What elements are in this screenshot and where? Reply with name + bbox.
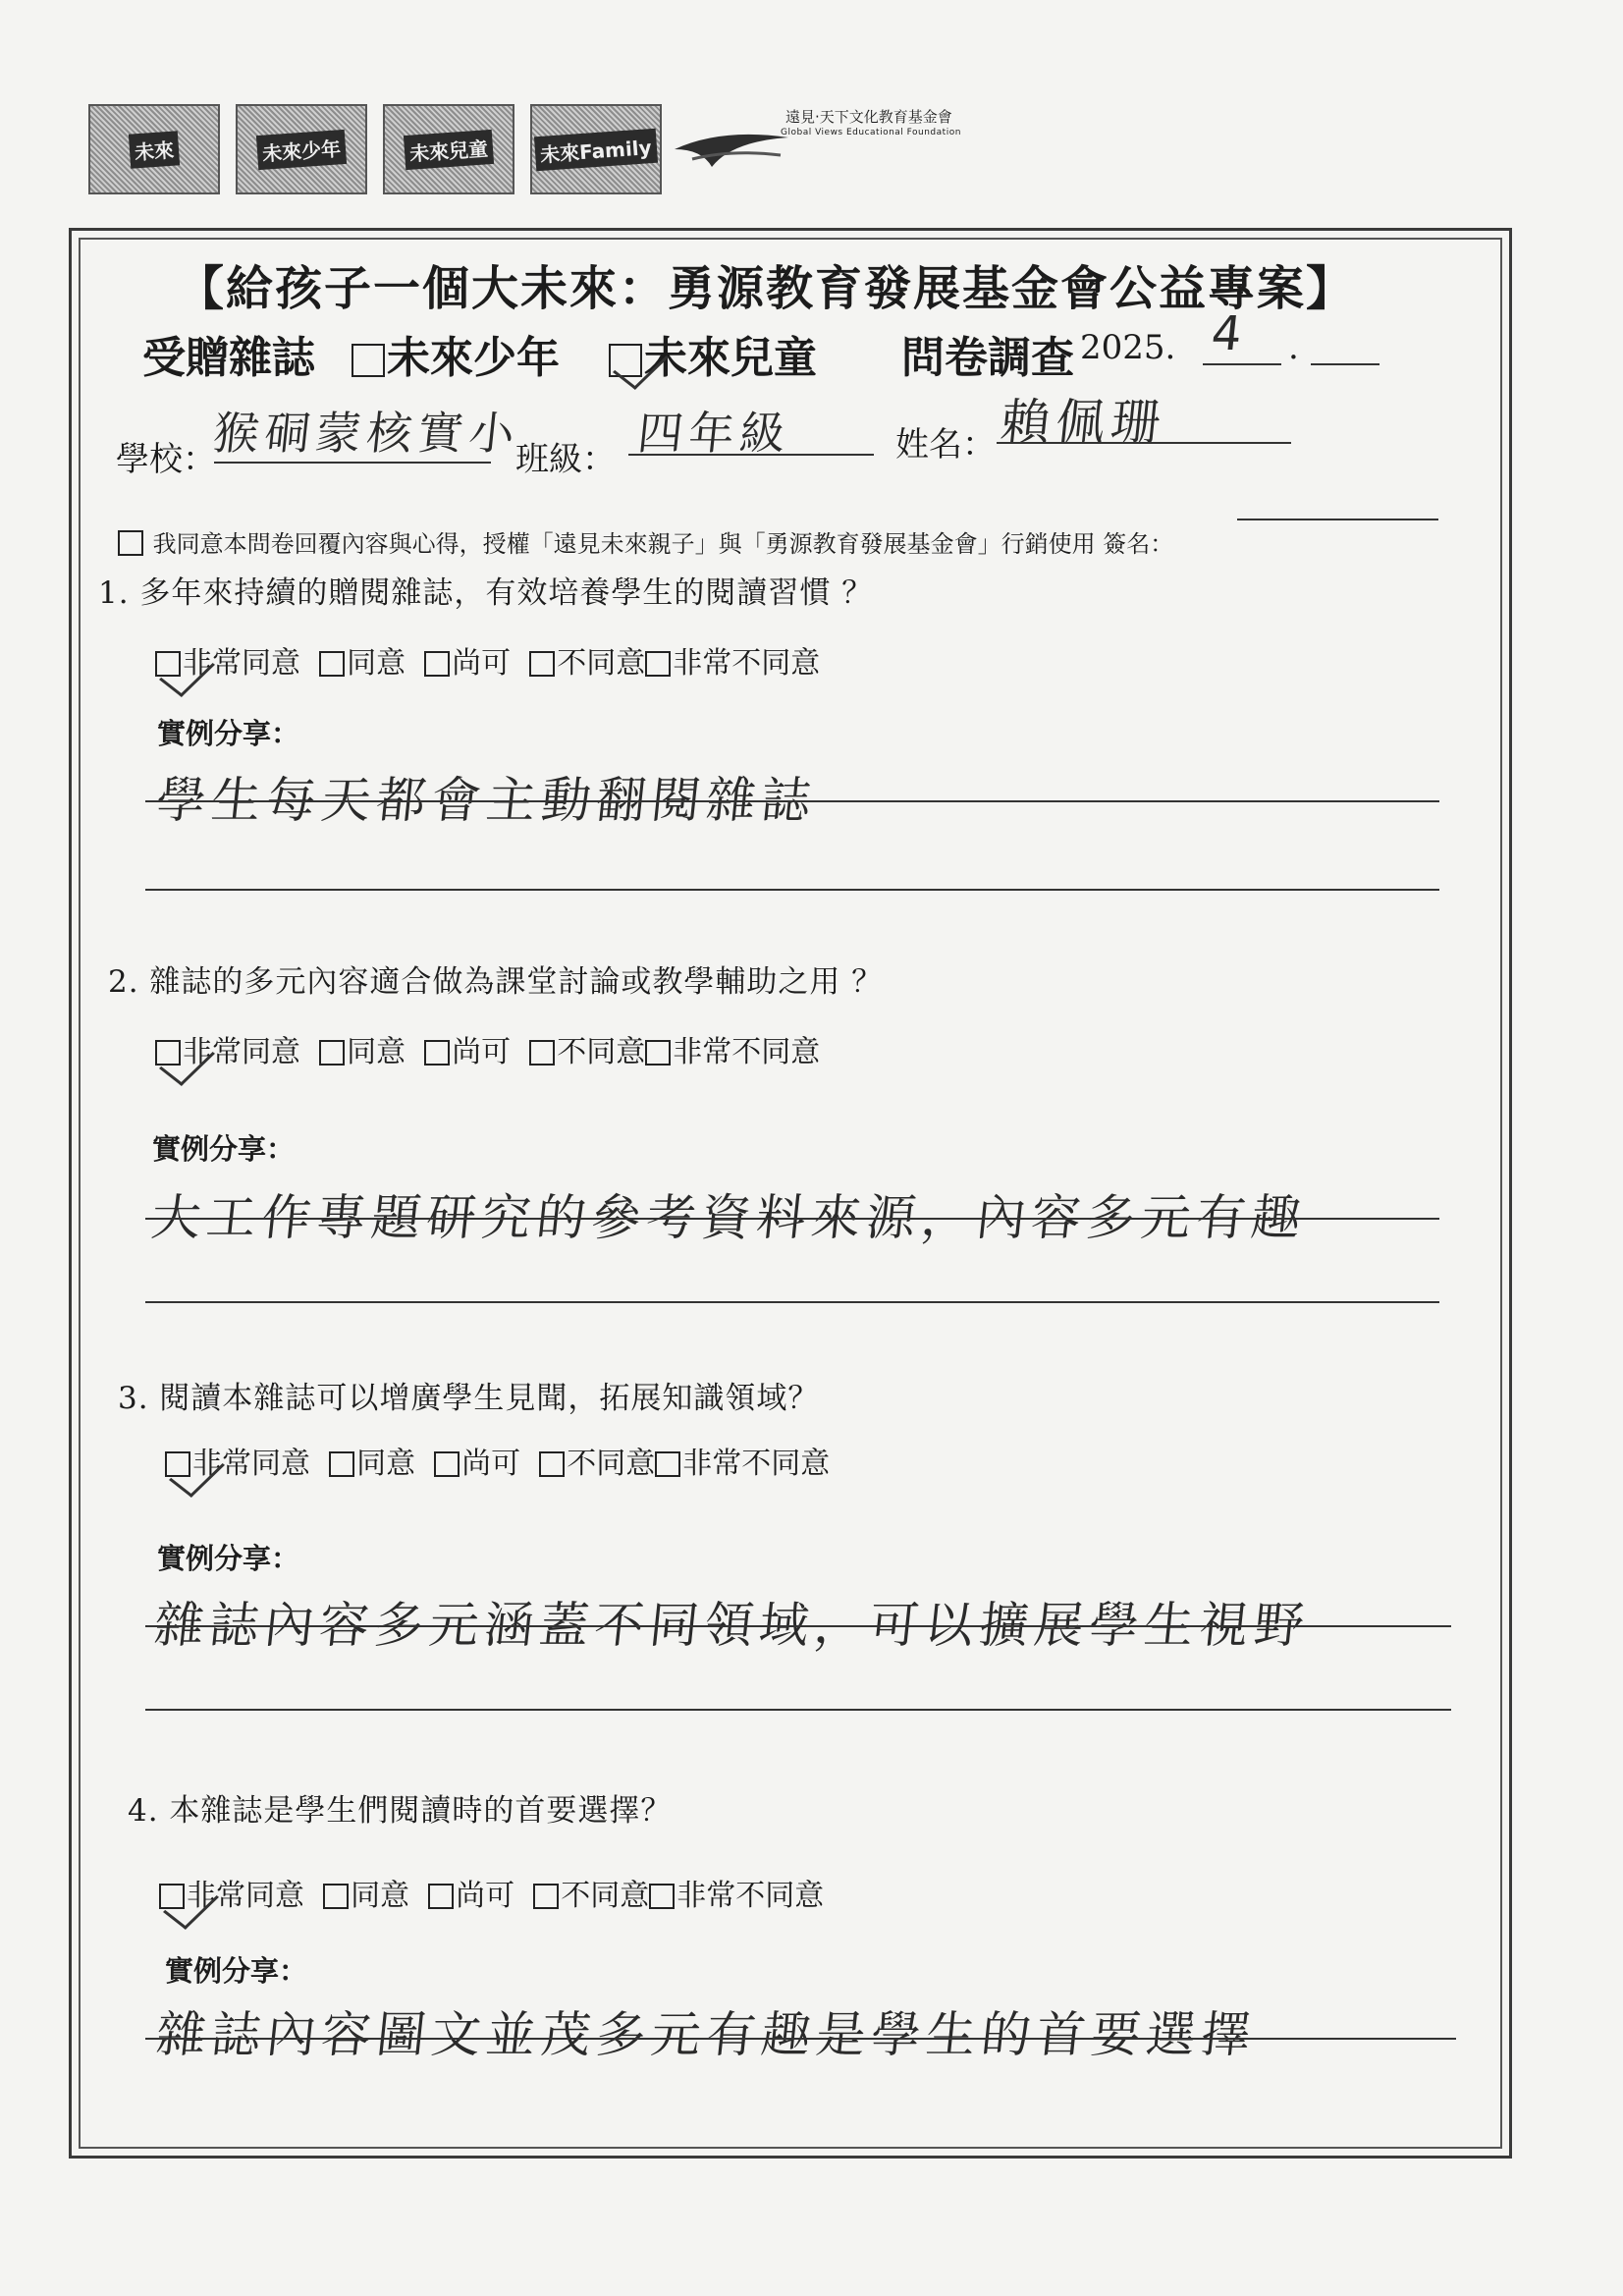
logo-future: 未來	[88, 104, 220, 194]
q3-option-checkbox[interactable]	[539, 1451, 565, 1477]
consent-text: 我同意本問卷回覆內容與心得，授權「遠見未來親子」與「勇源教育發展基金會」行銷使用 簽名：	[152, 530, 1174, 558]
question-4: 4. 本雜誌是學生們閱讀時的首要選擇？	[128, 1793, 673, 1829]
survey-label: 問卷調查	[901, 333, 1074, 383]
q4-example-label: 實例分享：	[165, 1954, 308, 1988]
school-label: 學校：	[116, 440, 216, 479]
consent-row[interactable]	[118, 524, 1173, 559]
q1-option-checkbox[interactable]	[529, 651, 555, 677]
q4-option-checkbox[interactable]	[159, 1884, 185, 1909]
class-underline	[628, 454, 874, 456]
q3-option-checkbox[interactable]	[434, 1451, 460, 1477]
q4-option-checkbox[interactable]	[649, 1884, 675, 1909]
header-logos	[88, 98, 972, 196]
foundation-logo	[673, 98, 1046, 196]
q2-option-checkbox[interactable]	[155, 1040, 181, 1066]
q1-answer-line-2	[145, 889, 1439, 891]
logo-future-teen: 未來少年	[236, 104, 367, 194]
q1-example-label: 實例分享：	[157, 717, 300, 750]
q2-answer: 大工作專題研究的參考資料來源，內容多元有趣	[148, 1189, 1310, 1246]
q3-option-checkbox[interactable]	[329, 1451, 354, 1477]
consent-checkbox[interactable]	[118, 530, 143, 556]
school-value: 猴硐蒙核實小	[210, 407, 523, 460]
q1-options[interactable]: 非常同意 同意 尚可 不同意 非常不同意	[155, 638, 820, 682]
q3-answer-line	[145, 1625, 1451, 1627]
survey-year: 2025.	[1080, 328, 1176, 367]
school-underline	[214, 462, 491, 464]
q2-options[interactable]: 非常同意 同意 尚可 不同意 非常不同意	[155, 1027, 820, 1070]
name-label: 姓名：	[895, 425, 996, 465]
foundation-en: Global Views Educational Foundation	[781, 128, 961, 137]
question-3: 3. 閱讀本雜誌可以增廣學生見聞，拓展知識領域？	[118, 1381, 820, 1416]
question-2: 2. 雜誌的多元內容適合做為課堂討論或教學輔助之用 ？	[108, 964, 884, 1000]
q1-option-checkbox[interactable]	[645, 651, 671, 677]
checkbox-teen[interactable]	[352, 344, 385, 377]
logo-future-family: 未來Family	[530, 104, 662, 194]
q2-option-checkbox[interactable]	[645, 1040, 671, 1066]
q4-options[interactable]: 非常同意 同意 尚可 不同意 非常不同意	[159, 1871, 824, 1914]
q4-answer-line	[145, 2038, 1456, 2040]
magazine-option-kids[interactable]: 未來兒童	[609, 322, 817, 385]
q1-option-checkbox[interactable]	[424, 651, 450, 677]
month-underline	[1203, 363, 1281, 365]
form-title: 【給孩子一個大未來：勇源教育發展基金會公益專案】	[177, 261, 1356, 316]
q2-answer-line	[145, 1218, 1439, 1220]
survey-month: 4	[1209, 306, 1251, 361]
q4-option-checkbox[interactable]	[533, 1884, 559, 1909]
foundation-name: 遠見·天下文化教育基金會	[785, 108, 952, 126]
checkbox-kids[interactable]	[609, 344, 642, 377]
question-1: 1. 多年來持續的贈閱雜誌，有效培養學生的閱讀習慣 ？	[98, 575, 874, 611]
logo-future-kids: 未來兒童	[383, 104, 514, 194]
q2-answer-line-2	[145, 1301, 1439, 1303]
q3-example-label: 實例分享：	[157, 1542, 300, 1575]
q4-answer: 雜誌內容圖文並茂多元有趣是學生的首要選擇	[153, 2006, 1260, 2063]
magazine-option-teen[interactable]: 未來少年	[352, 322, 560, 385]
signature-line	[1237, 519, 1438, 520]
q4-option-checkbox[interactable]	[323, 1884, 349, 1909]
q1-answer: 學生每天都會主動翻閱雜誌	[153, 772, 820, 829]
day-underline	[1311, 363, 1380, 365]
class-value: 四年級	[634, 407, 794, 460]
survey-dot: .	[1288, 328, 1299, 367]
q3-answer-line-2	[145, 1709, 1451, 1711]
q1-option-checkbox[interactable]	[319, 651, 345, 677]
q3-options[interactable]: 非常同意 同意 尚可 不同意 非常不同意	[165, 1439, 830, 1482]
name-underline	[997, 442, 1291, 444]
q3-option-checkbox[interactable]	[655, 1451, 680, 1477]
q2-option-checkbox[interactable]	[319, 1040, 345, 1066]
magazine-label: 受贈雜誌	[142, 333, 315, 383]
q2-option-checkbox[interactable]	[424, 1040, 450, 1066]
q1-option-checkbox[interactable]	[155, 651, 181, 677]
q2-option-checkbox[interactable]	[529, 1040, 555, 1066]
name-value: 賴佩珊	[998, 394, 1169, 451]
class-label: 班級：	[515, 440, 616, 479]
q1-answer-line	[145, 800, 1439, 802]
swoosh-icon	[673, 120, 790, 179]
q3-answer: 雜誌內容多元涵蓋不同領域，可以擴展學生視野	[151, 1597, 1313, 1654]
q2-example-label: 實例分享：	[152, 1132, 296, 1166]
q4-option-checkbox[interactable]	[428, 1884, 454, 1909]
q3-option-checkbox[interactable]	[165, 1451, 190, 1477]
